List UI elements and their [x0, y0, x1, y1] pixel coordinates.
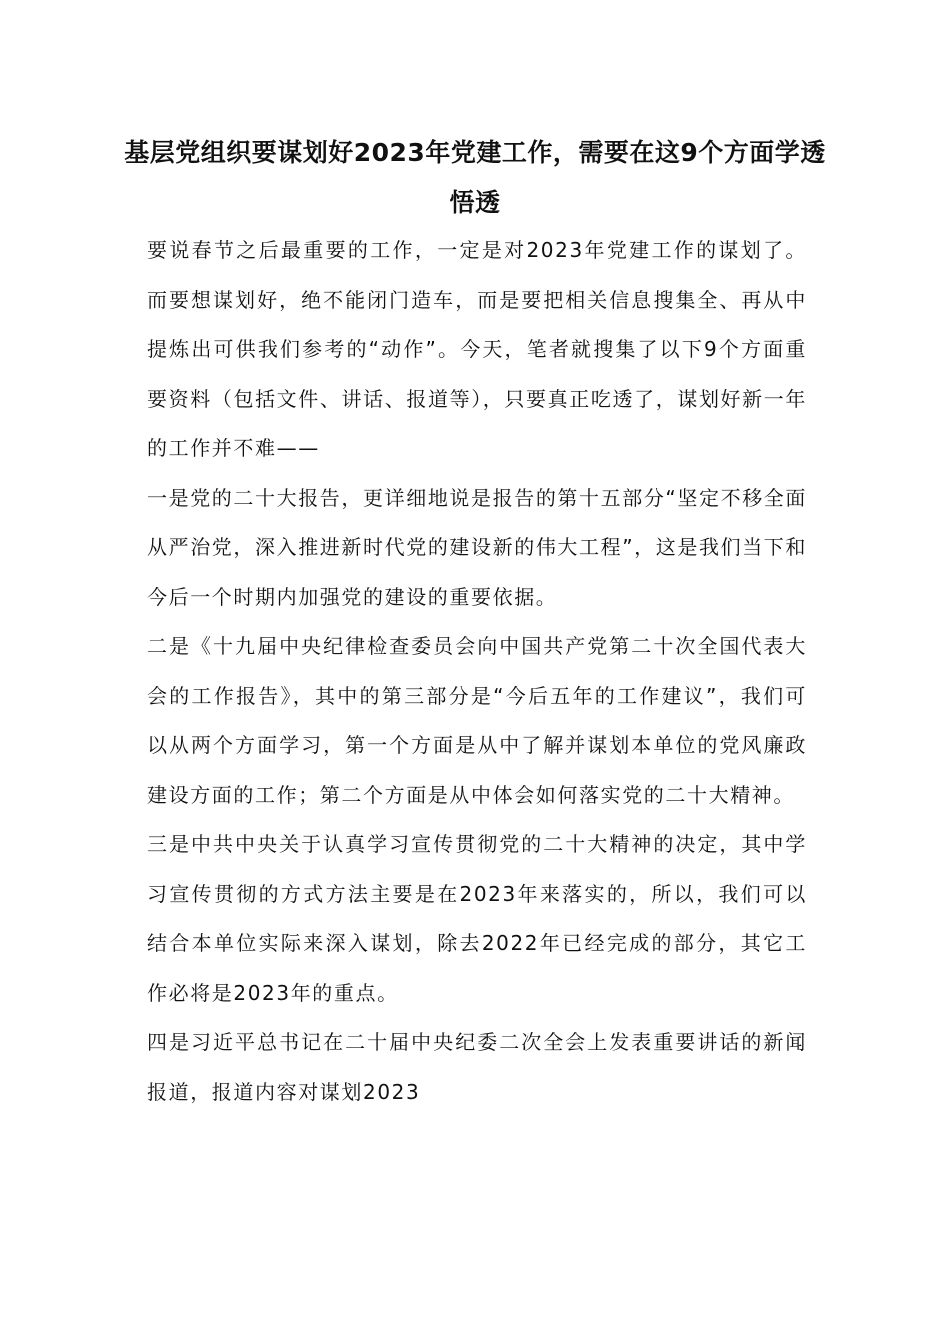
paragraph-item-2: 二是《十九届中央纪律检查委员会向中国共产党第二十次全国代表大会的工作报告》，其中的第三部分是“今后五年的工作建议”，我们可以从两个方面学习，第一个方面是从中了解并谋划本单位的党风廉政建设方面的工作；第二个方面是从中体会如何落实党的二十大精神。: [147, 634, 807, 807]
paragraph-item-3: 三是中共中央关于认真学习宣传贯彻党的二十大精神的决定，其中学习宣传贯彻的方式方法主要是在2023年来落实的，所以，我们可以结合本单位实际来深入谋划，除去2022年已经完成的部分，其它工作必将是2023年的重点。: [147, 832, 807, 1005]
document-body: [147, 226, 807, 1117]
paragraph-item-1: 一是党的二十大报告，更详细地说是报告的第十五部分“坚定不移全面从严治党，深入推进新时代党的建设新的伟大工程”，这是我们当下和今后一个时期内加强党的建设的重要依据。: [147, 485, 807, 609]
document-title: 基层党组织要谋划好2023年党建工作，需要在这9个方面学透悟透: [124, 138, 826, 217]
paragraph-item-4: 四是习近平总书记在二十届中央纪委二次全会上发表重要讲话的新闻报道，报道内容对谋划2023: [147, 1030, 807, 1104]
paragraph-intro: 要说春节之后最重要的工作，一定是对2023年党建工作的谋划了。而要想谋划好，绝不能闭门造车，而是要把相关信息搜集全、再从中提炼出可供我们参考的“动作”。今天，笔者就搜集了以下9个方面重要资料（包括文件、讲话、报道等），只要真正吃透了，谋划好新一年的工作并不难——: [147, 238, 807, 460]
